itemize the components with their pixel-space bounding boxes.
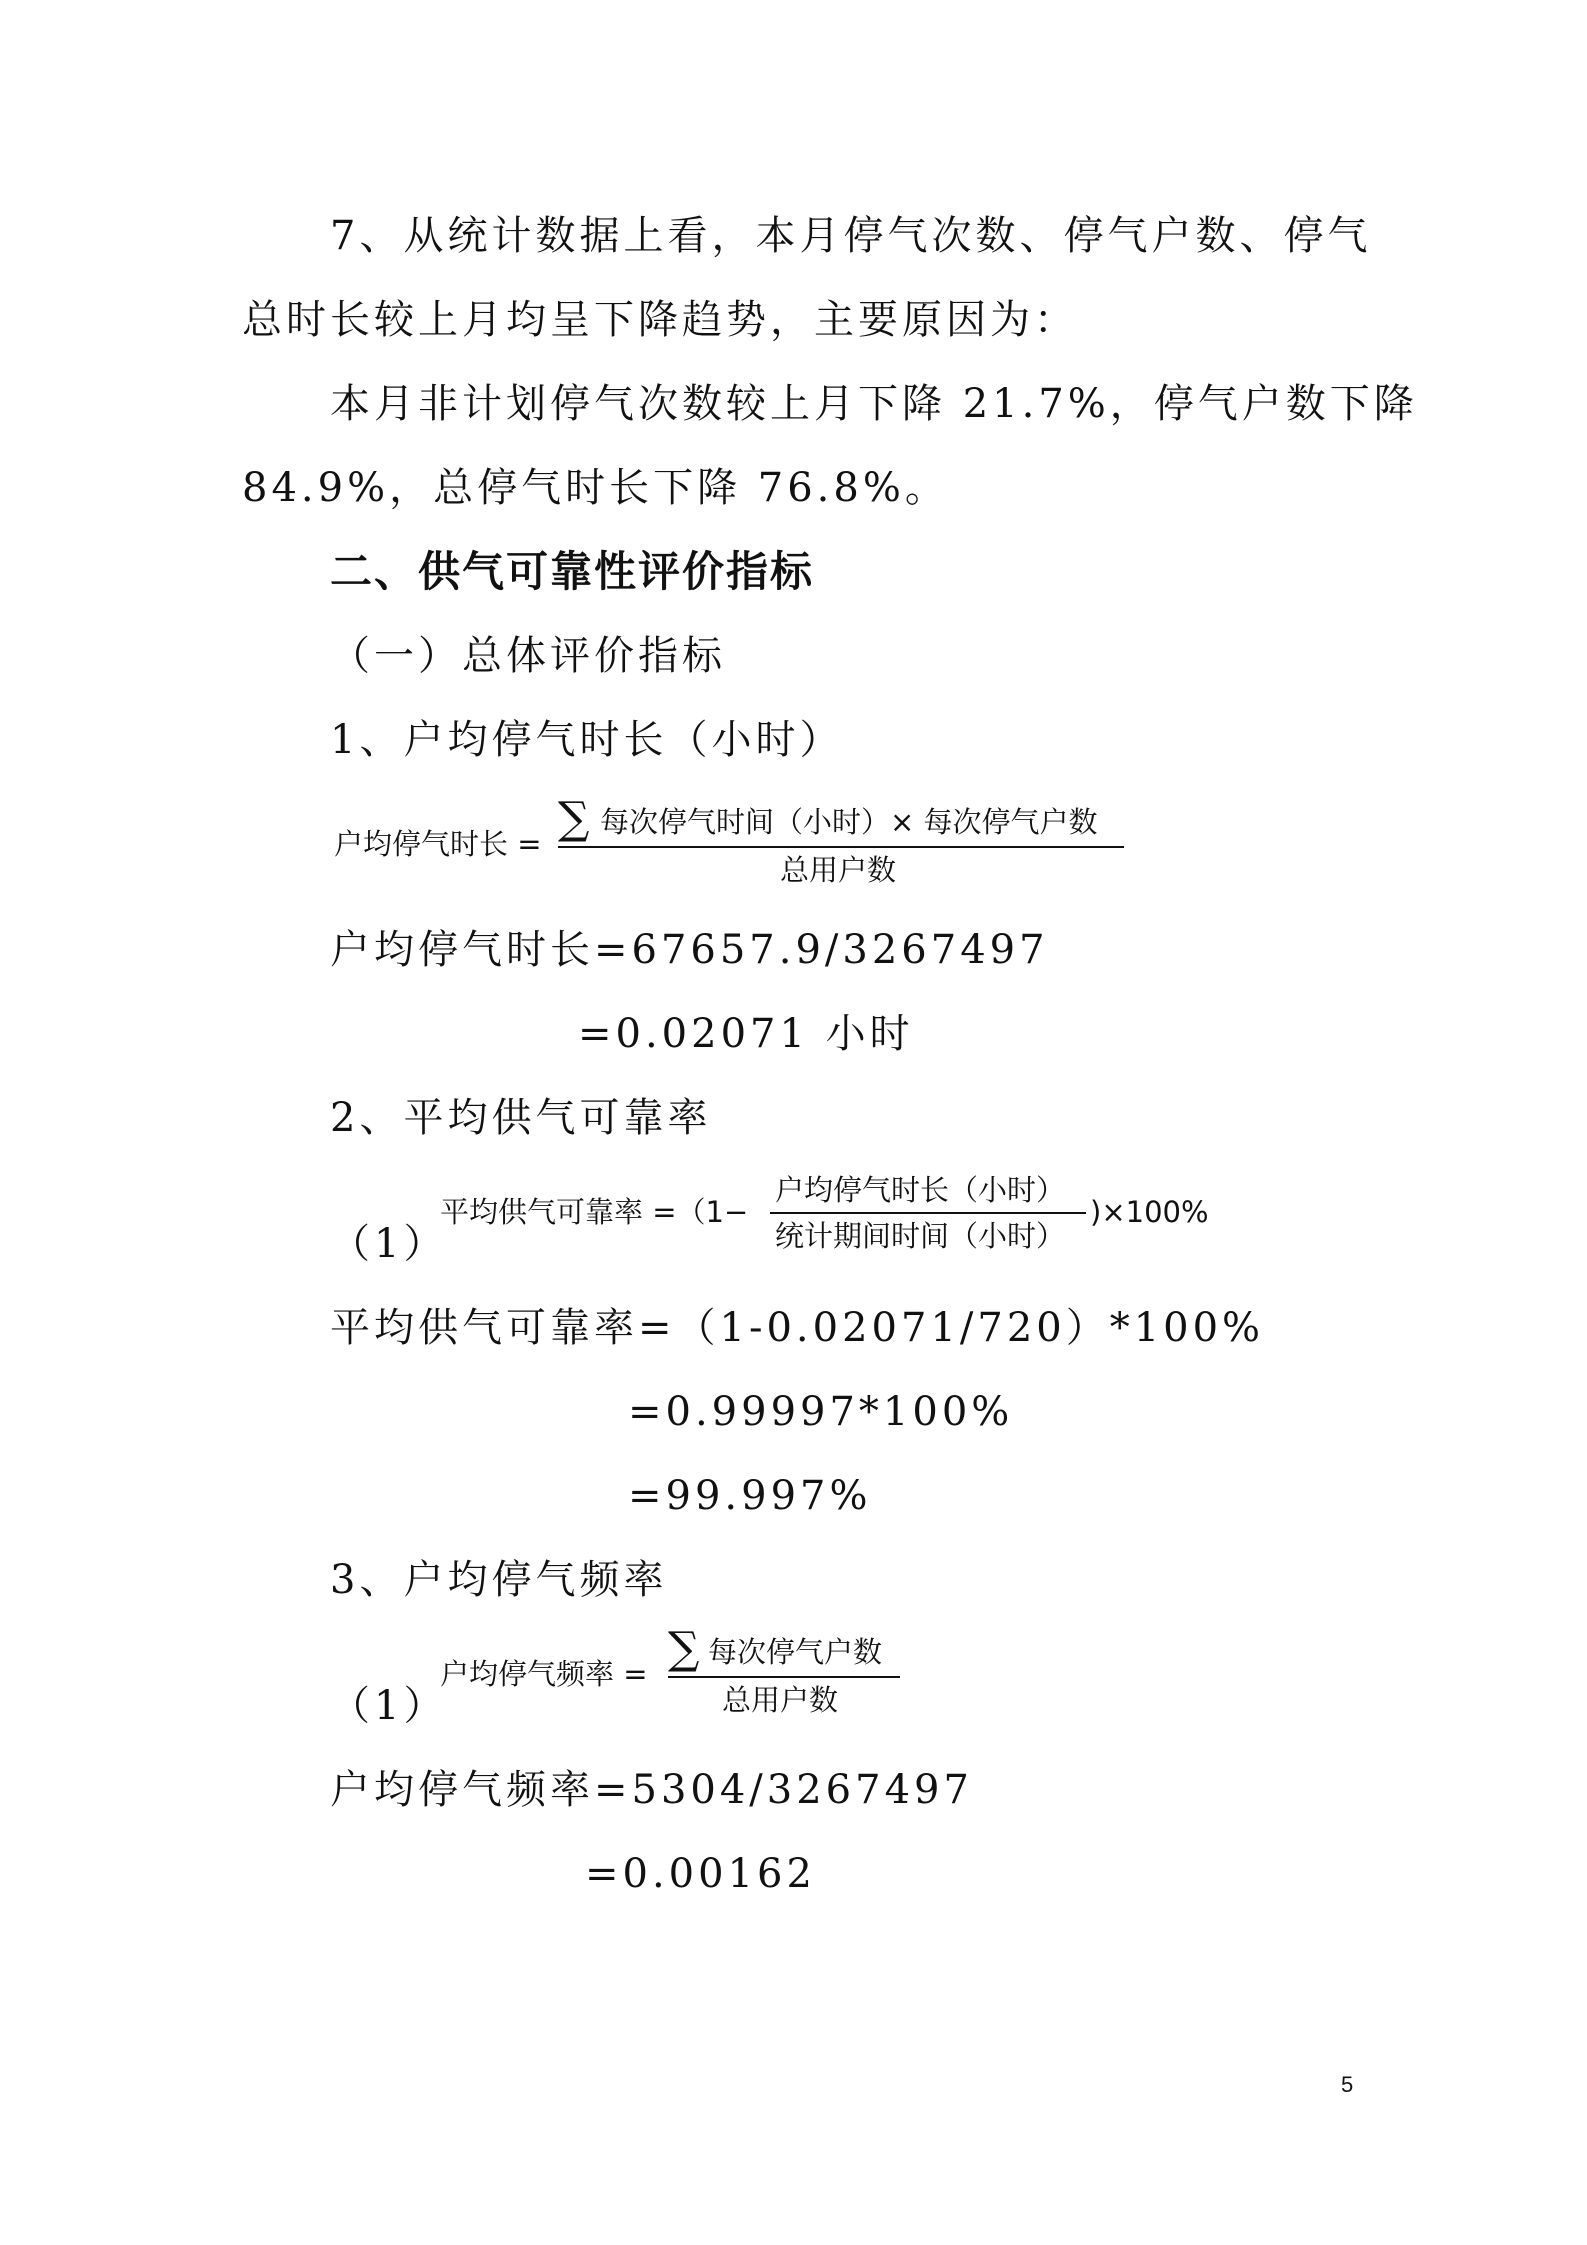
- calculation-line: 户均停气时长=67657.9/3267497: [330, 927, 1049, 973]
- formula-rhs: )×100%: [1090, 1195, 1209, 1229]
- calculation-result: =99.997%: [628, 1473, 872, 1519]
- sigma-symbol: ∑: [558, 793, 590, 844]
- paragraph-line: 总时长较上月均呈下降趋势，主要原因为：: [242, 297, 1078, 343]
- formula-label: （1）: [330, 1683, 448, 1729]
- calculation-line: 户均停气频率=5304/3267497: [330, 1767, 973, 1813]
- sigma-symbol: ∑: [668, 1623, 700, 1674]
- item-heading: 2、平均供气可靠率: [330, 1095, 712, 1141]
- calculation-result: =0.99997*100%: [628, 1389, 1014, 1435]
- formula-lhs: 户均停气频率 =: [440, 1657, 648, 1691]
- formula-lhs: 平均供气可靠率 =（1−: [440, 1195, 749, 1229]
- calculation-line: 平均供气可靠率=（1-0.02071/720）*100%: [330, 1305, 1265, 1351]
- item-heading: 1、户均停气时长（小时）: [330, 717, 844, 763]
- paragraph-line: 本月非计划停气次数较上月下降 21.7%，停气户数下降: [330, 381, 1418, 427]
- section-heading: 二、供气可靠性评价指标: [330, 547, 815, 596]
- formula-label: （1）: [330, 1221, 448, 1267]
- formula-lhs: 户均停气时长 =: [334, 827, 542, 861]
- calculation-result: =0.02071 小时: [578, 1011, 914, 1057]
- formula-denominator: 统计期间时间（小时）: [775, 1219, 1066, 1253]
- formula-numerator: 每次停气户数: [708, 1635, 883, 1669]
- formula-denominator: 总用户数: [722, 1683, 839, 1717]
- formula-numerator: 每次停气时间（小时）× 每次停气户数: [600, 805, 1098, 839]
- page-number: 5: [1341, 2072, 1354, 2097]
- item-heading: 3、户均停气频率: [330, 1557, 668, 1603]
- subsection-heading: （一）总体评价指标: [330, 633, 726, 679]
- paragraph-line: 7、从统计数据上看，本月停气次数、停气户数、停气: [330, 213, 1372, 259]
- fraction-bar: [668, 1676, 900, 1678]
- formula-numerator: 户均停气时长（小时）: [775, 1173, 1066, 1207]
- calculation-result: =0.00162: [585, 1851, 816, 1897]
- fraction-bar: [770, 1212, 1086, 1214]
- paragraph-line: 84.9%，总停气时长下降 76.8%。: [242, 465, 949, 511]
- formula-denominator: 总用户数: [780, 853, 897, 887]
- fraction-bar: [558, 846, 1124, 848]
